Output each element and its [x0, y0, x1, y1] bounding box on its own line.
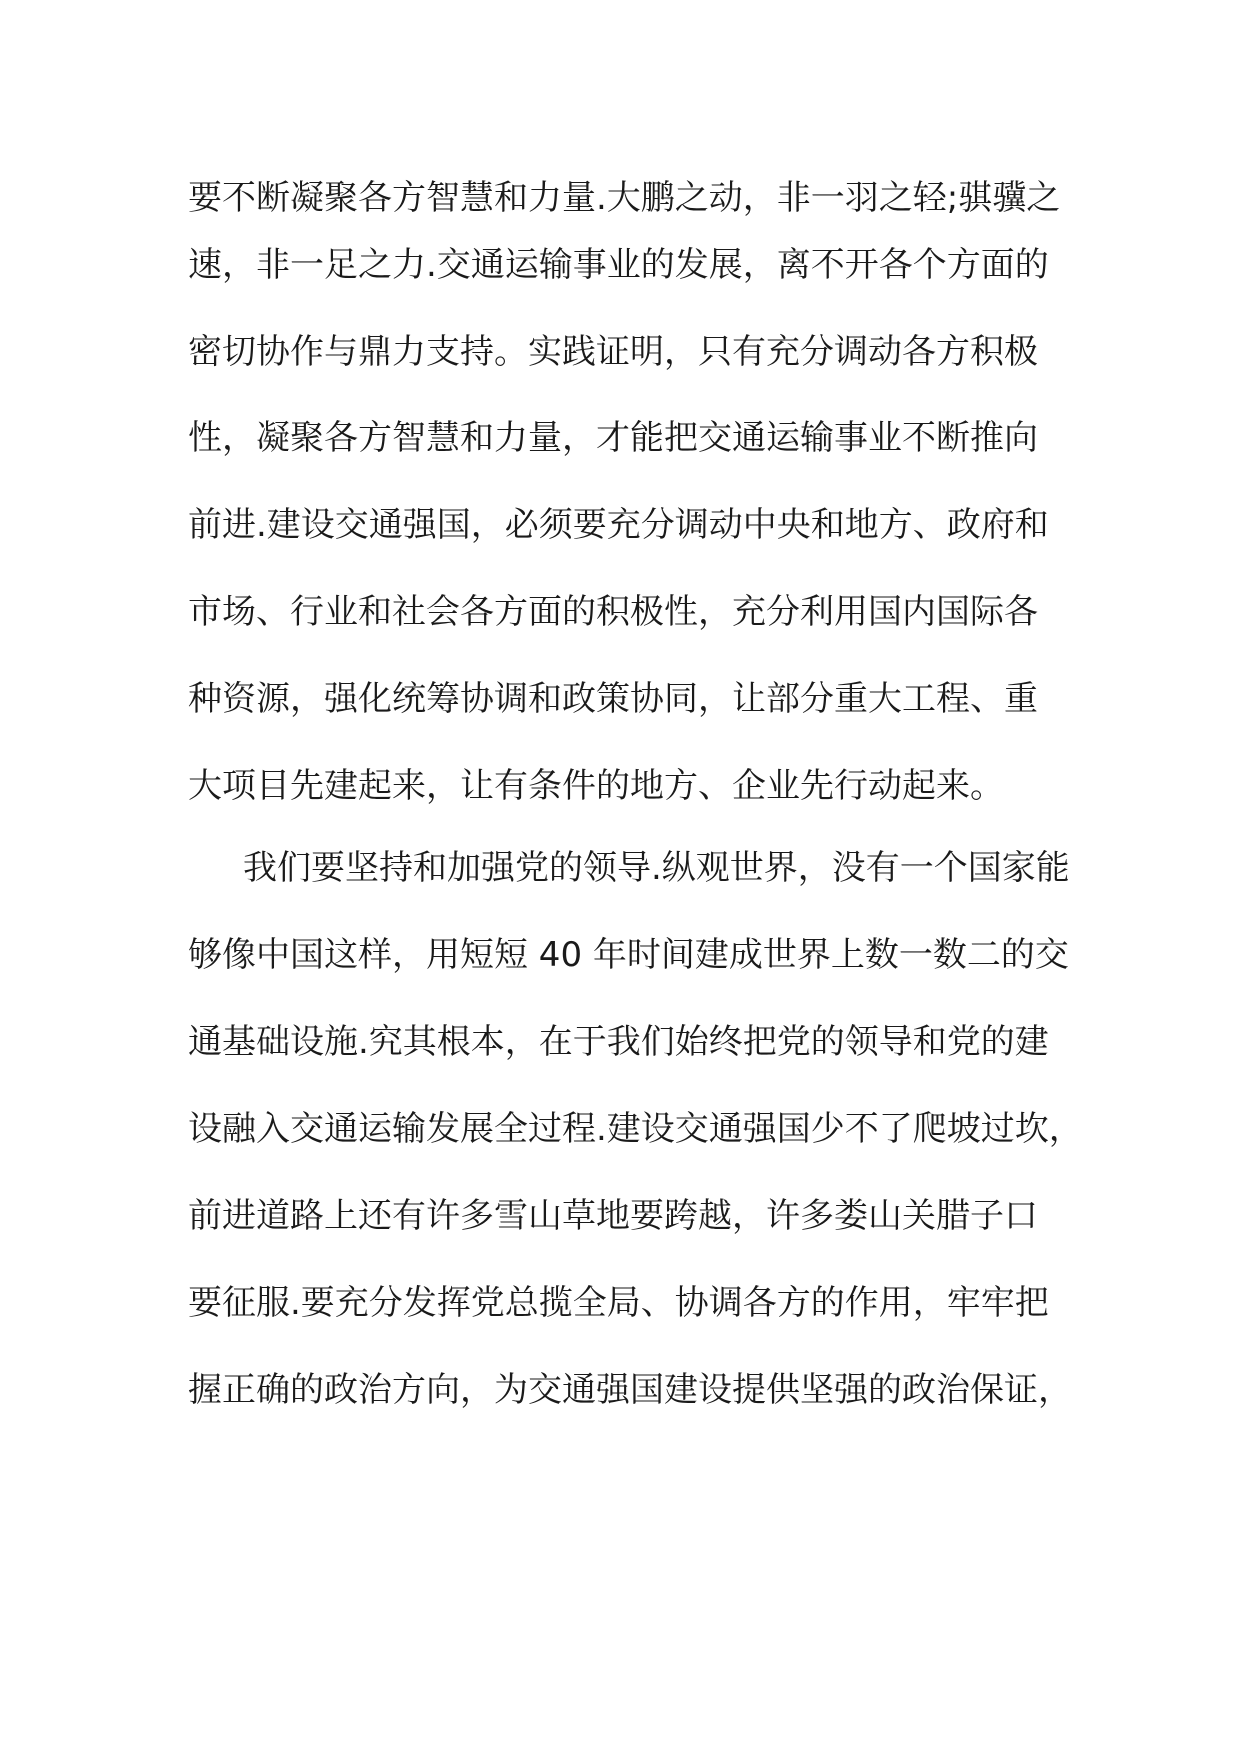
text-line: 市场、行业和社会各方面的积极性，充分利用国内国际各	[188, 592, 1038, 632]
text-line: 密切协作与鼎力支持。实践证明，只有充分调动各方积极	[188, 332, 1038, 372]
text-line: 要征服.要充分发挥党总揽全局、协调各方的作用，牢牢把	[188, 1283, 1049, 1323]
text-line: 够像中国这样，用短短 40 年时间建成世界上数一数二的交	[188, 935, 1069, 975]
text-line: 要不断凝聚各方智慧和力量.大鹏之动，非一羽之轻;骐骥之	[188, 178, 1061, 218]
text-line: 通基础设施.究其根本，在于我们始终把党的领导和党的建	[188, 1022, 1049, 1062]
text-line: 前进.建设交通强国，必须要充分调动中央和地方、政府和	[188, 505, 1049, 545]
text-line: 大项目先建起来，让有条件的地方、企业先行动起来。	[188, 766, 1004, 806]
text-line: 前进道路上还有许多雪山草地要跨越，许多娄山关腊子口	[188, 1196, 1038, 1236]
text-line: 握正确的政治方向，为交通强国建设提供坚强的政治保证，	[188, 1370, 1072, 1410]
text-line: 性，凝聚各方智慧和力量，才能把交通运输事业不断推向	[188, 418, 1038, 458]
text-line: 速，非一足之力.交通运输事业的发展，离不开各个方面的	[188, 245, 1049, 285]
text-line: 设融入交通运输发展全过程.建设交通强国少不了爬坡过坎，	[188, 1109, 1083, 1149]
text-line: 种资源，强化统筹协调和政策协同，让部分重大工程、重	[188, 679, 1038, 719]
paragraph-first-line: 我们要坚持和加强党的领导.纵观世界，没有一个国家能	[243, 848, 1070, 888]
